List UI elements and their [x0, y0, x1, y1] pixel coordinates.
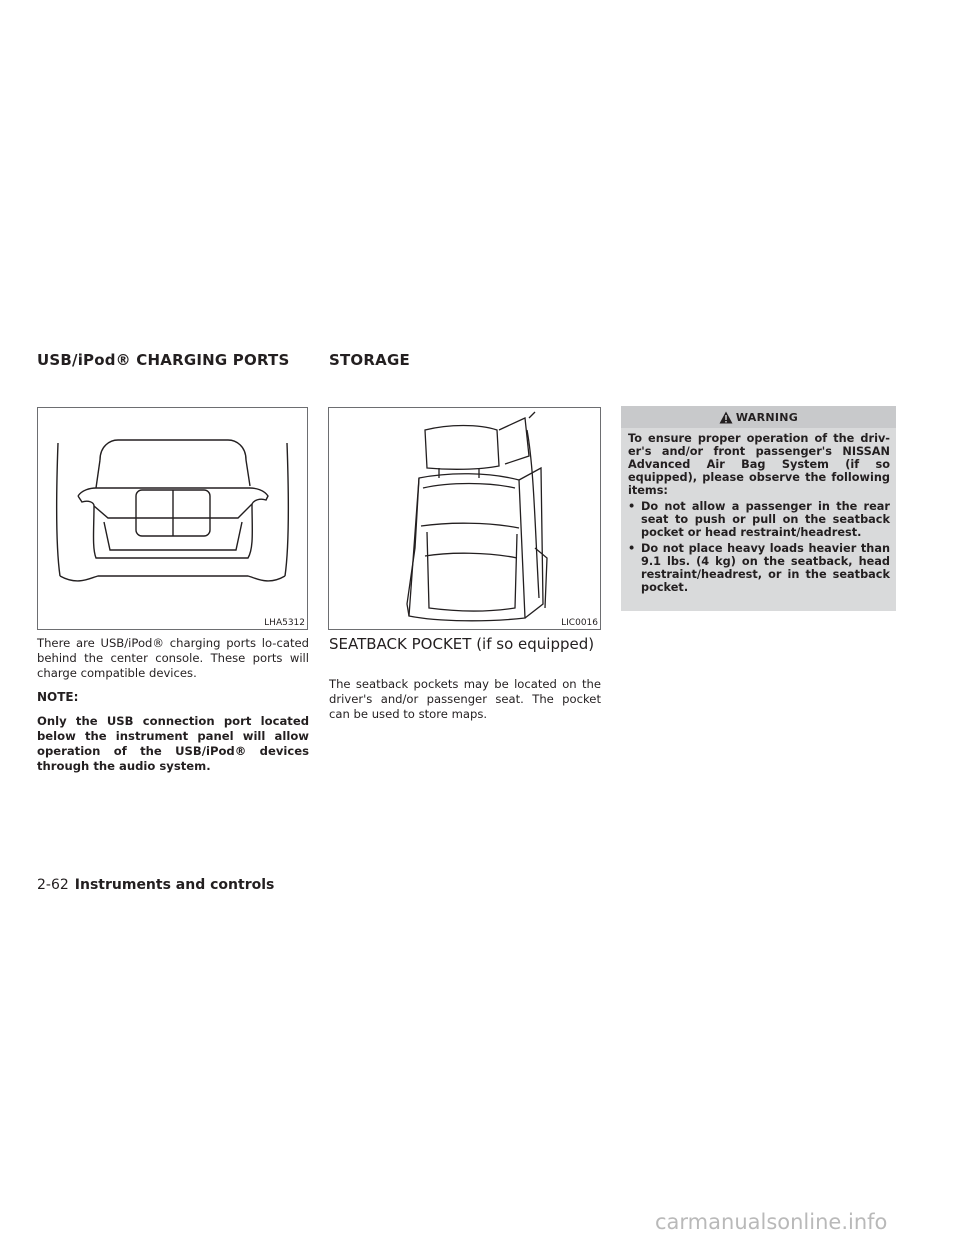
warning-bullet: • [628, 542, 636, 555]
seatback-body-text: The seatback pockets may be located on the driver's and/or passenger seat. The pocket can be used to store maps. [329, 677, 601, 721]
warning-item-text: Do not allow a passenger in the rear seat to push or pull on the seatback pocket or head restraint/headrest. [641, 500, 890, 539]
watermark-text: carmanualsonline.info [655, 1210, 888, 1234]
seat-drawing [329, 408, 600, 629]
warning-bullet: • [628, 500, 636, 513]
note-label: NOTE: [37, 690, 79, 704]
usb-figure-id: LHA5312 [264, 618, 305, 628]
warning-label: WARNING [735, 410, 799, 424]
page-number: 2-62 [37, 877, 69, 893]
note-text: Only the USB connection port located below the instrument panel will allow operation of the USB/iPod® devices through the audio system. [37, 714, 309, 773]
storage-section-heading: STORAGE [329, 351, 410, 369]
warning-triangle-icon [719, 411, 733, 424]
usb-port-drawing [38, 408, 307, 629]
warning-item [628, 500, 890, 539]
page-footer [37, 877, 274, 893]
warning-intro: To ensure proper operation of the driv-er's and/or front passenger's NISSAN Advanced Air Bag System (if so equipped), please observe the following items: [628, 432, 890, 497]
warning-item [628, 542, 890, 594]
warning-item-text: Do not place heavy loads heavier than 9.1 lbs. (4 kg) on the seatback, head restraint/headrest, or in the seatback pocket. [641, 542, 890, 594]
seatback-pocket-illustration [328, 407, 601, 630]
seatback-pocket-title: SEATBACK POCKET (if so equipped) [329, 635, 595, 653]
seat-figure-id: LIC0016 [561, 618, 598, 628]
usb-section-heading: USB/iPod® CHARGING PORTS [37, 351, 290, 369]
chapter-title: Instruments and controls [74, 877, 275, 893]
warning-header [621, 406, 896, 428]
usb-port-illustration [37, 407, 308, 630]
warning-box [621, 406, 896, 611]
usb-body-text: There are USB/iPod® charging ports lo-cated behind the center console. These ports will charge compatible devices. [37, 636, 309, 680]
